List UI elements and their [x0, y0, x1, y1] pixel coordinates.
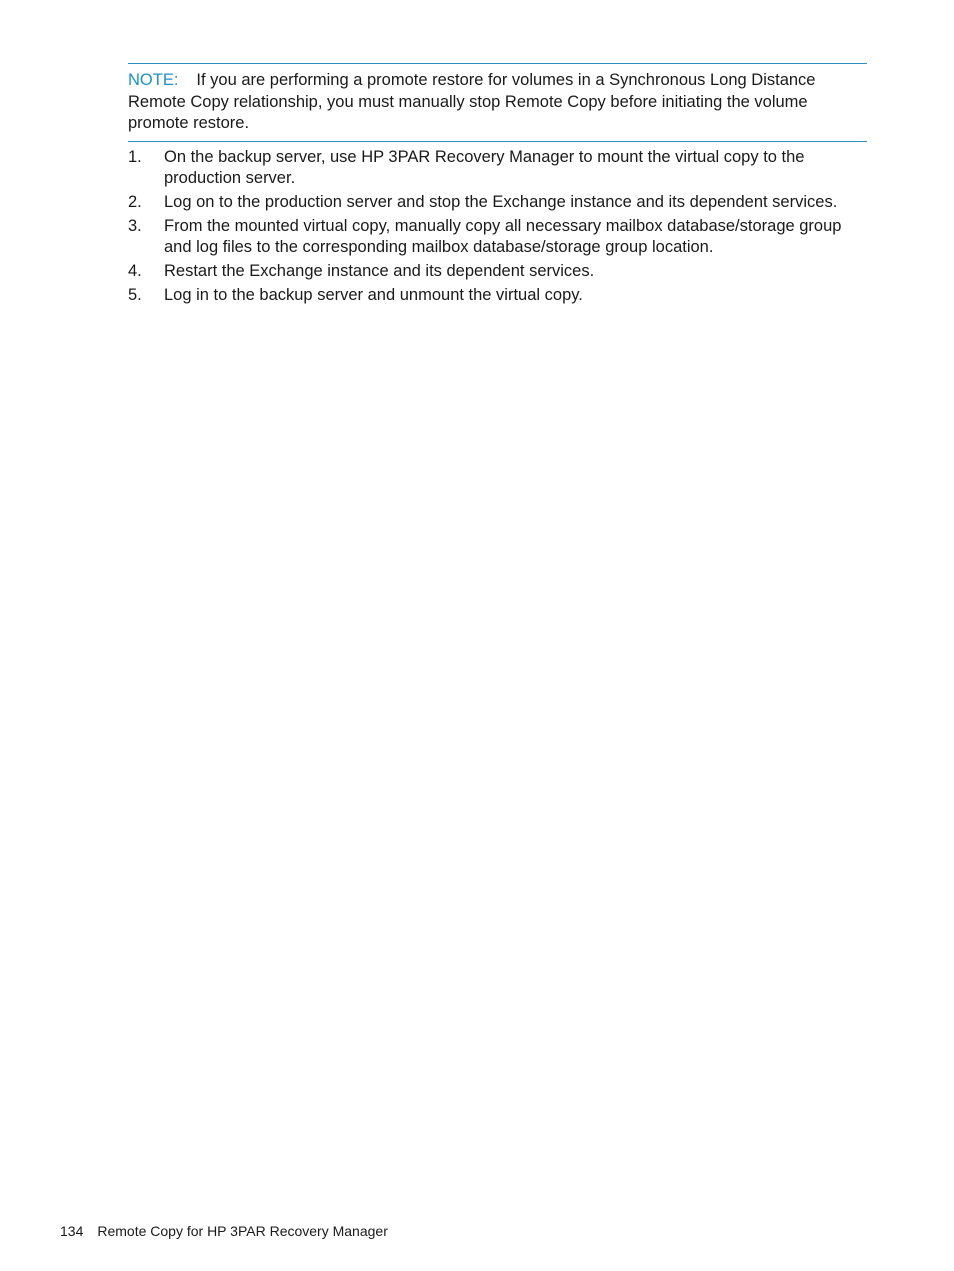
note-label: NOTE: [128, 71, 179, 89]
procedure-steps [128, 147, 873, 309]
step-text: Restart the Exchange instance and its dependent services. [164, 262, 595, 280]
footer-title: Remote Copy for HP 3PAR Recovery Manager [97, 1223, 388, 1239]
list-item [128, 261, 873, 282]
step-text: Log on to the production server and stop the Exchange instance and its dependent services. [164, 193, 838, 211]
step-number: 4. [128, 262, 142, 280]
list-item [128, 216, 873, 258]
note-box [128, 63, 867, 142]
page-number: 134 [60, 1223, 84, 1239]
list-item [128, 192, 873, 213]
step-number: 2. [128, 193, 142, 211]
step-number: 5. [128, 286, 142, 304]
step-text: From the mounted virtual copy, manually copy all necessary mailbox database/storage group and log files to the corresponding mailbox database/storage group location. [164, 217, 842, 256]
note-text: If you are performing a promote restore for volumes in a Synchronous Long Distance Remote Copy relationship, you must manually stop Remote Copy before initiating the volume promote restore. [128, 71, 816, 132]
list-item [128, 147, 873, 189]
step-number: 3. [128, 217, 142, 235]
step-number: 1. [128, 148, 142, 166]
step-text: On the backup server, use HP 3PAR Recovery Manager to mount the virtual copy to the production server. [164, 148, 805, 187]
list-item [128, 285, 873, 306]
page-footer [60, 1222, 388, 1240]
step-text: Log in to the backup server and unmount the virtual copy. [164, 286, 583, 304]
